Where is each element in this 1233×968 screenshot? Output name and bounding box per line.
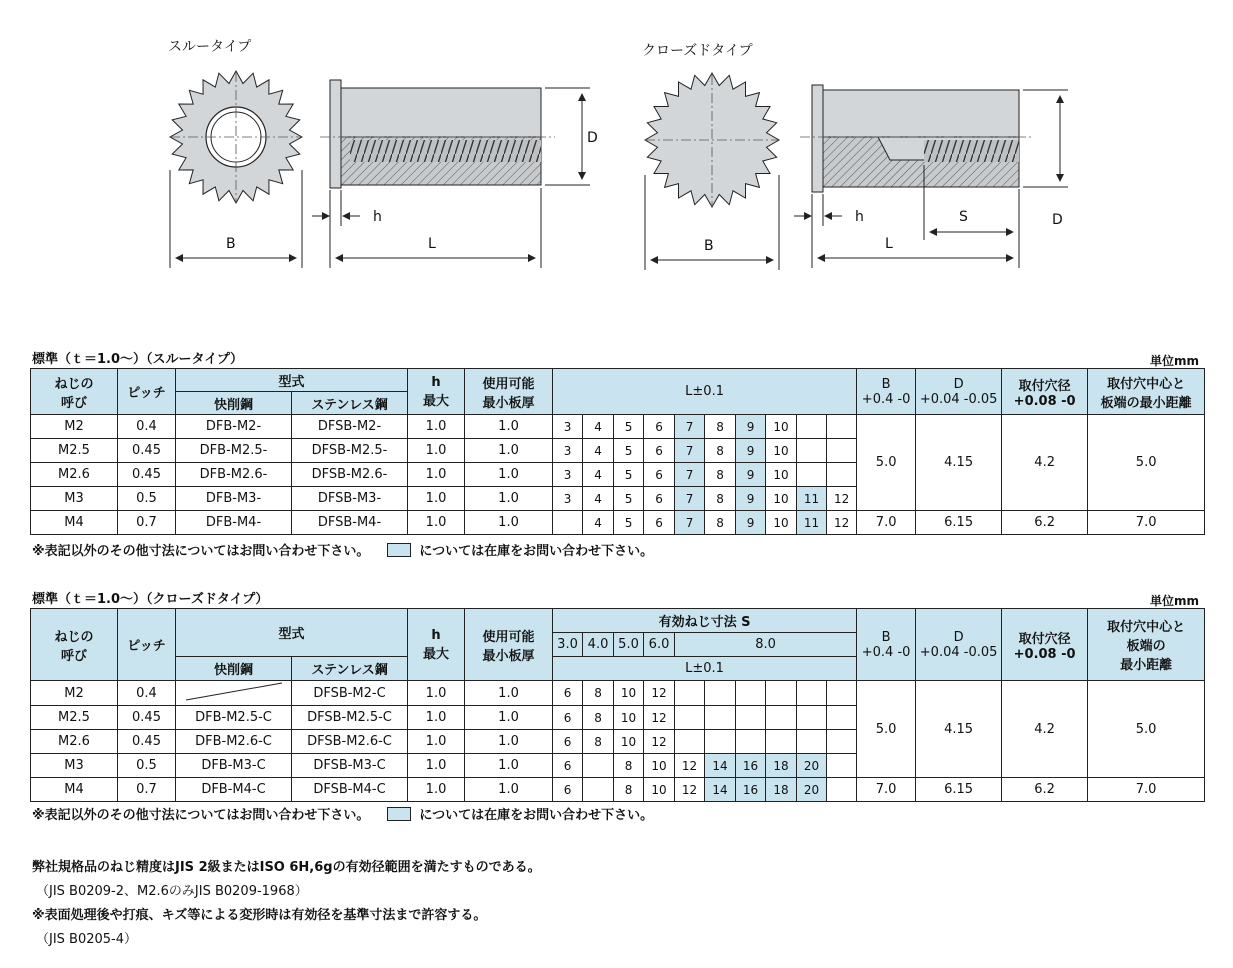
dim-h-label: h bbox=[373, 209, 382, 225]
technical-drawings bbox=[0, 0, 1233, 300]
hdr-free-cut: 快削鋼 bbox=[176, 657, 292, 681]
cell-l-value: 6 bbox=[553, 706, 583, 730]
table2-note-right: については在庫をお問い合わせ下さい。 bbox=[419, 808, 654, 823]
cell-stainless: DFSB-M4-C bbox=[292, 778, 408, 802]
cell-b: 7.0 bbox=[857, 511, 916, 535]
cell-l-value: 16 bbox=[736, 778, 766, 802]
cell-l-value: 20 bbox=[797, 778, 827, 802]
hdr-hole: 取付穴径 +0.08 -0 bbox=[1002, 369, 1088, 415]
cell-nominal: M4 bbox=[31, 511, 118, 535]
cell-free-cut: DFB-M3- bbox=[176, 487, 292, 511]
hdr-edge: 取付穴中心と 板端の最小距離 bbox=[1088, 369, 1205, 415]
cell-h: 1.0 bbox=[408, 706, 465, 730]
cell-min-plate: 1.0 bbox=[465, 706, 553, 730]
hdr-nominal: ねじの 呼び bbox=[31, 369, 118, 415]
table2-note bbox=[32, 804, 653, 823]
cell-edge: 7.0 bbox=[1088, 511, 1205, 535]
cell-l-value: 5 bbox=[614, 487, 644, 511]
cell-nominal: M3 bbox=[31, 487, 118, 511]
cell-free-cut: DFB-M3-C bbox=[176, 754, 292, 778]
cell-l-value: 14 bbox=[705, 754, 736, 778]
closed-side-view bbox=[800, 85, 1032, 192]
cell-edge: 5.0 bbox=[1088, 681, 1205, 778]
hdr-b: B +0.4 -0 bbox=[857, 369, 916, 415]
footer-line-1: 弊社規格品のねじ精度はJIS 2級またはISO 6H,6gの有効径範囲を満たすものである。 bbox=[32, 860, 541, 875]
hdr-hole: 取付穴径 +0.08 -0 bbox=[1002, 609, 1088, 681]
cell-h: 1.0 bbox=[408, 439, 465, 463]
cell-l-value: 9 bbox=[736, 439, 766, 463]
cell-min-plate: 1.0 bbox=[465, 511, 553, 535]
cell-l-value bbox=[827, 754, 857, 778]
cell-l-value: 10 bbox=[766, 511, 797, 535]
cell-l-value bbox=[675, 730, 705, 754]
cell-l-value bbox=[766, 706, 797, 730]
cell-l-value: 3 bbox=[553, 463, 583, 487]
hdr-stainless: ステンレス鋼 bbox=[292, 657, 408, 681]
cell-nominal: M2.6 bbox=[31, 463, 118, 487]
cell-min-plate: 1.0 bbox=[465, 681, 553, 706]
footer-line-4: （JIS B0205-4） bbox=[36, 932, 138, 947]
cell-pitch: 0.45 bbox=[118, 706, 176, 730]
cell-l-value bbox=[675, 681, 705, 706]
hdr-s-value: 6.0 bbox=[644, 633, 675, 657]
cell-l-value: 12 bbox=[827, 487, 857, 511]
cell-l-value: 7 bbox=[675, 487, 705, 511]
cell-l-value: 14 bbox=[705, 778, 736, 802]
dim-s-label: S bbox=[959, 209, 968, 225]
cell-l-value bbox=[827, 778, 857, 802]
cell-hole: 4.2 bbox=[1002, 415, 1088, 511]
cell-l-value bbox=[827, 681, 857, 706]
cell-l-value: 3 bbox=[553, 439, 583, 463]
cell-b: 5.0 bbox=[857, 681, 916, 778]
dim-d-label: D bbox=[587, 130, 598, 146]
cell-hole: 4.2 bbox=[1002, 681, 1088, 778]
cell-nominal: M2.5 bbox=[31, 706, 118, 730]
cell-l-value: 6 bbox=[553, 730, 583, 754]
cell-l-value: 8 bbox=[705, 463, 736, 487]
cell-l-value: 4 bbox=[583, 415, 614, 439]
cell-pitch: 0.5 bbox=[118, 754, 176, 778]
cell-edge: 5.0 bbox=[1088, 415, 1205, 511]
cell-l-value: 10 bbox=[766, 415, 797, 439]
cell-l-value: 6 bbox=[644, 487, 675, 511]
cell-l-value bbox=[827, 415, 857, 439]
cell-l-value bbox=[827, 463, 857, 487]
cell-l-value: 9 bbox=[736, 487, 766, 511]
hdr-d: D +0.04 -0.05 bbox=[916, 369, 1002, 415]
cell-l-value: 12 bbox=[644, 730, 675, 754]
hdr-l: L±0.1 bbox=[553, 657, 857, 681]
cell-hole: 6.2 bbox=[1002, 511, 1088, 535]
cell-l-value bbox=[827, 730, 857, 754]
hdr-b: B +0.4 -0 bbox=[857, 609, 916, 681]
cell-l-value bbox=[827, 439, 857, 463]
cell-l-value: 4 bbox=[583, 439, 614, 463]
highlight-legend-swatch bbox=[387, 543, 411, 557]
cell-l-value: 10 bbox=[644, 754, 675, 778]
through-side-view bbox=[320, 80, 555, 188]
cell-l-value: 8 bbox=[705, 415, 736, 439]
cell-l-value: 6 bbox=[644, 511, 675, 535]
cell-l-value bbox=[736, 706, 766, 730]
cell-l-value: 6 bbox=[553, 778, 583, 802]
cell-d: 4.15 bbox=[916, 415, 1002, 511]
cell-l-value: 10 bbox=[614, 706, 644, 730]
hdr-h: h 最大 bbox=[408, 369, 465, 415]
cell-l-value: 4 bbox=[583, 511, 614, 535]
through-type-spec-table bbox=[30, 368, 1205, 535]
cell-l-value: 5 bbox=[614, 511, 644, 535]
hdr-edge: 取付穴中心と 板端の 最小距離 bbox=[1088, 609, 1205, 681]
cell-l-value: 3 bbox=[553, 487, 583, 511]
cell-nominal: M2.5 bbox=[31, 439, 118, 463]
hdr-stainless: ステンレス鋼 bbox=[292, 392, 408, 415]
hdr-min-plate: 使用可能 最小板厚 bbox=[465, 609, 553, 681]
cell-nominal: M3 bbox=[31, 754, 118, 778]
cell-l-value bbox=[705, 681, 736, 706]
cell-l-value: 16 bbox=[736, 754, 766, 778]
cell-nominal: M2 bbox=[31, 415, 118, 439]
cell-l-value: 10 bbox=[614, 681, 644, 706]
closed-type-spec-table bbox=[30, 608, 1205, 802]
cell-hole: 6.2 bbox=[1002, 778, 1088, 802]
cell-b: 5.0 bbox=[857, 415, 916, 511]
dim-b-label-closed: B bbox=[704, 238, 714, 254]
through-type-title: スルータイプ bbox=[168, 39, 252, 55]
cell-h: 1.0 bbox=[408, 511, 465, 535]
hdr-s-value: 4.0 bbox=[583, 633, 614, 657]
table2-unit: 単位mm bbox=[1150, 594, 1200, 608]
hdr-pitch: ピッチ bbox=[118, 609, 176, 681]
cell-d: 6.15 bbox=[916, 511, 1002, 535]
cell-stainless: DFSB-M3- bbox=[292, 487, 408, 511]
cell-free-cut: DFB-M2.6- bbox=[176, 463, 292, 487]
hdr-free-cut: 快削鋼 bbox=[176, 392, 292, 415]
cell-h: 1.0 bbox=[408, 415, 465, 439]
cell-stainless: DFSB-M2.5- bbox=[292, 439, 408, 463]
cell-l-value: 7 bbox=[675, 439, 705, 463]
cell-l-value: 10 bbox=[766, 463, 797, 487]
cell-l-value bbox=[827, 706, 857, 730]
cell-l-value: 5 bbox=[614, 463, 644, 487]
table2-title: 標準（ｔ＝1.0～）（クローズドタイプ） bbox=[32, 592, 269, 607]
cell-free-cut: DFB-M2.5-C bbox=[176, 706, 292, 730]
cell-stainless: DFSB-M2- bbox=[292, 415, 408, 439]
table1-note bbox=[32, 540, 653, 559]
footer-line-2: （JIS B0209-2、M2.6のみJIS B0209-1968） bbox=[36, 884, 308, 899]
cell-l-value bbox=[705, 730, 736, 754]
cell-l-value bbox=[766, 681, 797, 706]
cell-h: 1.0 bbox=[408, 681, 465, 706]
cell-free-cut: DFB-M4-C bbox=[176, 778, 292, 802]
cell-d: 6.15 bbox=[916, 778, 1002, 802]
cell-l-value bbox=[797, 730, 827, 754]
hdr-model: 型式 bbox=[176, 609, 408, 657]
cell-stainless: DFSB-M4- bbox=[292, 511, 408, 535]
dim-d-label-closed: D bbox=[1052, 212, 1063, 228]
cell-l-value: 5 bbox=[614, 415, 644, 439]
cell-l-value: 6 bbox=[644, 439, 675, 463]
cell-l-value: 7 bbox=[675, 415, 705, 439]
cell-nominal: M4 bbox=[31, 778, 118, 802]
cell-pitch: 0.4 bbox=[118, 681, 176, 706]
table-row bbox=[31, 415, 1205, 439]
cell-l-value bbox=[797, 463, 827, 487]
dim-l-label: L bbox=[428, 236, 436, 252]
highlight-legend-swatch bbox=[387, 807, 411, 821]
cell-h: 1.0 bbox=[408, 487, 465, 511]
cell-l-value bbox=[553, 511, 583, 535]
cell-l-value: 11 bbox=[797, 487, 827, 511]
cell-l-value: 12 bbox=[675, 778, 705, 802]
cell-l-value: 20 bbox=[797, 754, 827, 778]
cell-l-value bbox=[736, 681, 766, 706]
cell-free-cut bbox=[176, 681, 292, 706]
cell-pitch: 0.5 bbox=[118, 487, 176, 511]
cell-min-plate: 1.0 bbox=[465, 415, 553, 439]
hdr-d: D +0.04 -0.05 bbox=[916, 609, 1002, 681]
dim-h-label-closed: h bbox=[855, 209, 864, 225]
cell-l-value: 18 bbox=[766, 778, 797, 802]
hdr-min-plate: 使用可能 最小板厚 bbox=[465, 369, 553, 415]
cell-pitch: 0.45 bbox=[118, 730, 176, 754]
not-available-diagonal bbox=[176, 681, 291, 701]
cell-l-value: 6 bbox=[553, 681, 583, 706]
cell-l-value: 12 bbox=[644, 681, 675, 706]
cell-stainless: DFSB-M2-C bbox=[292, 681, 408, 706]
hdr-s-value: 8.0 bbox=[675, 633, 857, 657]
cell-l-value: 4 bbox=[583, 463, 614, 487]
hdr-s-value: 3.0 bbox=[553, 633, 583, 657]
footer-line-3: ※表面処理後や打痕、キズ等による変形時は有効径を基準寸法まで許容する。 bbox=[32, 908, 487, 923]
cell-min-plate: 1.0 bbox=[465, 439, 553, 463]
cell-l-value: 8 bbox=[583, 681, 614, 706]
cell-l-value: 9 bbox=[736, 511, 766, 535]
cell-l-value: 7 bbox=[675, 511, 705, 535]
cell-pitch: 0.7 bbox=[118, 511, 176, 535]
cell-l-value bbox=[797, 415, 827, 439]
cell-l-value bbox=[705, 706, 736, 730]
cell-free-cut: DFB-M2.5- bbox=[176, 439, 292, 463]
cell-l-value: 10 bbox=[614, 730, 644, 754]
cell-l-value: 8 bbox=[614, 754, 644, 778]
cell-min-plate: 1.0 bbox=[465, 463, 553, 487]
cell-l-value bbox=[797, 681, 827, 706]
cell-free-cut: DFB-M2.6-C bbox=[176, 730, 292, 754]
table1-title: 標準（ｔ＝1.0～）（スルータイプ） bbox=[32, 352, 244, 367]
table-row bbox=[31, 778, 1205, 802]
cell-stainless: DFSB-M2.5-C bbox=[292, 706, 408, 730]
cell-l-value: 6 bbox=[644, 463, 675, 487]
cell-l-value: 10 bbox=[766, 439, 797, 463]
cell-l-value: 6 bbox=[553, 754, 583, 778]
cell-min-plate: 1.0 bbox=[465, 754, 553, 778]
cell-l-value bbox=[583, 778, 614, 802]
cell-h: 1.0 bbox=[408, 754, 465, 778]
cell-l-value: 7 bbox=[675, 463, 705, 487]
cell-b: 7.0 bbox=[857, 778, 916, 802]
cell-l-value bbox=[797, 706, 827, 730]
table1-note-right: については在庫をお問い合わせ下さい。 bbox=[419, 544, 654, 559]
cell-l-value: 8 bbox=[583, 706, 614, 730]
cell-l-value: 12 bbox=[644, 706, 675, 730]
closed-type-title: クローズドタイプ bbox=[642, 43, 753, 59]
dim-l-label-closed: L bbox=[885, 236, 893, 252]
hdr-h: h 最大 bbox=[408, 609, 465, 681]
cell-l-value: 12 bbox=[827, 511, 857, 535]
cell-l-value bbox=[583, 754, 614, 778]
cell-l-value: 4 bbox=[583, 487, 614, 511]
cell-l-value: 8 bbox=[705, 439, 736, 463]
cell-l-value: 9 bbox=[736, 415, 766, 439]
cell-l-value: 6 bbox=[644, 415, 675, 439]
cell-stainless: DFSB-M2.6-C bbox=[292, 730, 408, 754]
table-row bbox=[31, 511, 1205, 535]
hdr-s: 有効ねじ寸法 S bbox=[553, 609, 857, 633]
cell-stainless: DFSB-M3-C bbox=[292, 754, 408, 778]
cell-d: 4.15 bbox=[916, 681, 1002, 778]
cell-l-value bbox=[675, 706, 705, 730]
hdr-pitch: ピッチ bbox=[118, 369, 176, 415]
cell-min-plate: 1.0 bbox=[465, 730, 553, 754]
cell-l-value: 18 bbox=[766, 754, 797, 778]
cell-l-value: 3 bbox=[553, 415, 583, 439]
cell-l-value: 9 bbox=[736, 463, 766, 487]
cell-nominal: M2 bbox=[31, 681, 118, 706]
cell-pitch: 0.45 bbox=[118, 439, 176, 463]
hdr-model: 型式 bbox=[176, 369, 408, 392]
cell-stainless: DFSB-M2.6- bbox=[292, 463, 408, 487]
cell-pitch: 0.4 bbox=[118, 415, 176, 439]
cell-h: 1.0 bbox=[408, 463, 465, 487]
cell-h: 1.0 bbox=[408, 778, 465, 802]
cell-h: 1.0 bbox=[408, 730, 465, 754]
cell-free-cut: DFB-M4- bbox=[176, 511, 292, 535]
cell-free-cut: DFB-M2- bbox=[176, 415, 292, 439]
cell-l-value: 8 bbox=[583, 730, 614, 754]
cell-l-value: 10 bbox=[644, 778, 675, 802]
cell-edge: 7.0 bbox=[1088, 778, 1205, 802]
dim-b-label: B bbox=[226, 236, 236, 252]
table2-note-left: ※表記以外のその他寸法についてはお問い合わせ下さい。 bbox=[32, 808, 370, 823]
cell-l-value: 8 bbox=[614, 778, 644, 802]
cell-min-plate: 1.0 bbox=[465, 778, 553, 802]
cell-l-value: 12 bbox=[675, 754, 705, 778]
hdr-l: L±0.1 bbox=[553, 369, 857, 415]
cell-l-value bbox=[766, 730, 797, 754]
closed-front-view bbox=[645, 73, 779, 207]
cell-l-value: 8 bbox=[705, 487, 736, 511]
cell-l-value bbox=[797, 439, 827, 463]
cell-pitch: 0.45 bbox=[118, 463, 176, 487]
hdr-s-value: 5.0 bbox=[614, 633, 644, 657]
table-row bbox=[31, 681, 1205, 706]
through-front-view bbox=[170, 71, 302, 203]
hdr-nominal: ねじの 呼び bbox=[31, 609, 118, 681]
cell-nominal: M2.6 bbox=[31, 730, 118, 754]
table1-note-left: ※表記以外のその他寸法についてはお問い合わせ下さい。 bbox=[32, 544, 370, 559]
cell-pitch: 0.7 bbox=[118, 778, 176, 802]
cell-l-value: 10 bbox=[766, 487, 797, 511]
cell-l-value: 8 bbox=[705, 511, 736, 535]
cell-l-value: 5 bbox=[614, 439, 644, 463]
table1-unit: 単位mm bbox=[1150, 354, 1200, 368]
cell-min-plate: 1.0 bbox=[465, 487, 553, 511]
cell-l-value bbox=[736, 730, 766, 754]
cell-l-value: 11 bbox=[797, 511, 827, 535]
